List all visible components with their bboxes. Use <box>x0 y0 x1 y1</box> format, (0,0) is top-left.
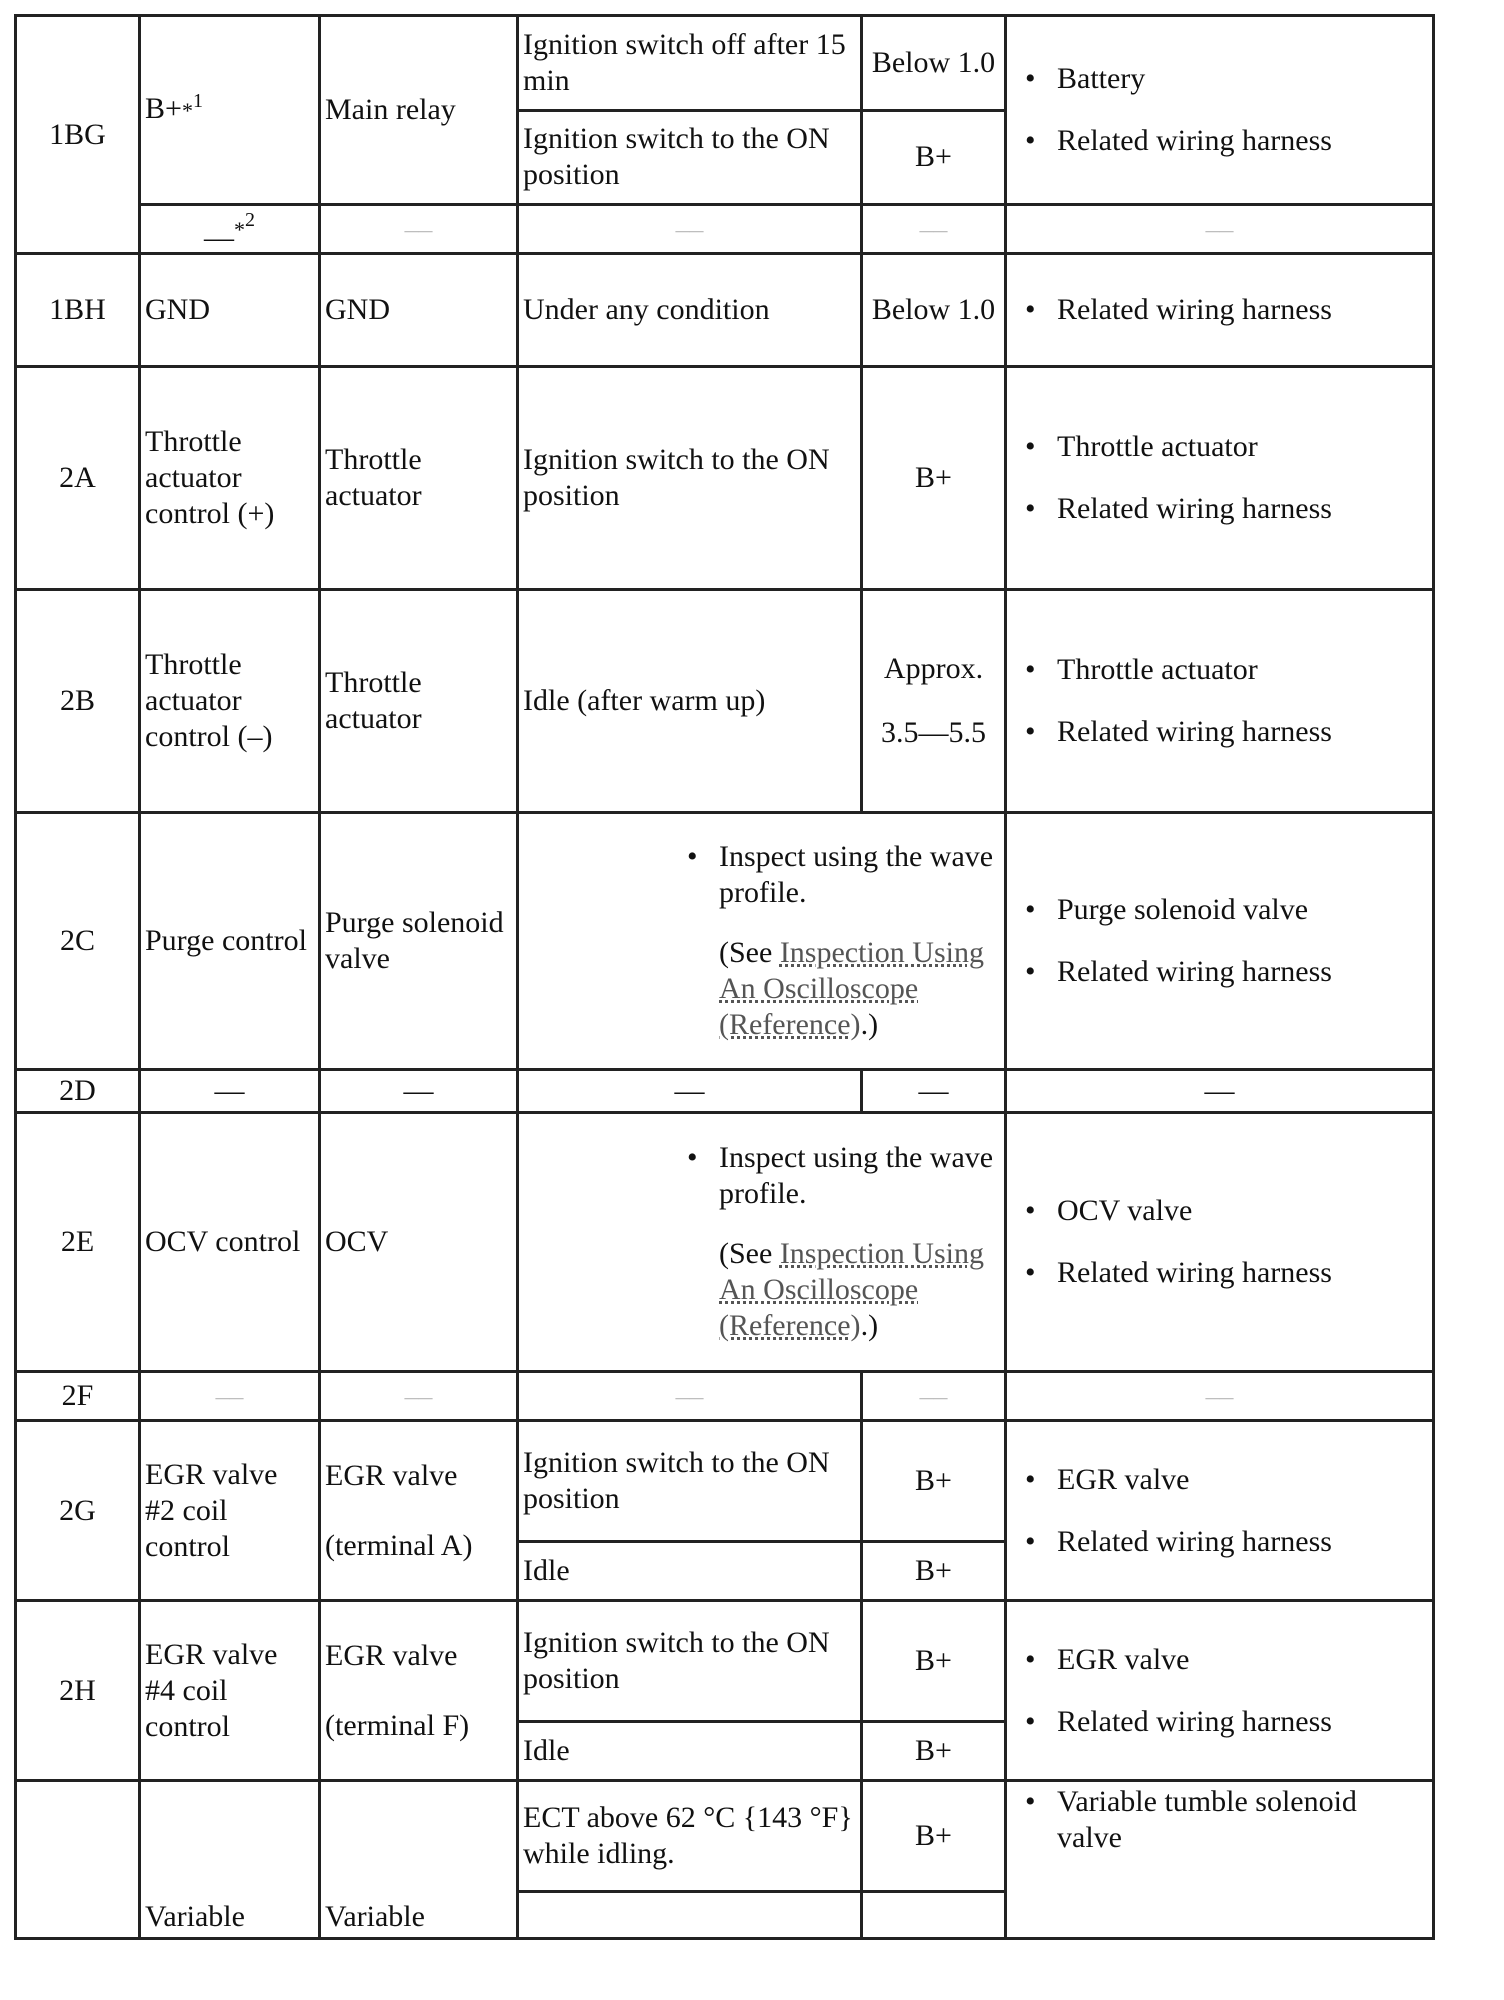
inspection-item: • Purge solenoid valve <box>1057 892 1428 928</box>
table-row-1bg-sub <box>16 205 1434 254</box>
inspection-item: • Related wiring harness <box>1057 491 1428 527</box>
empty-cell: —— <box>862 205 1006 254</box>
measurement-condition <box>518 1892 862 1939</box>
inspection-item: • Related wiring harness <box>1057 1524 1428 1560</box>
voltage-value: Approx. 3.5—5.5 <box>862 590 1006 813</box>
voltage-value: B+ <box>862 110 1006 205</box>
connected-to: EGR valve (terminal F) <box>320 1601 518 1781</box>
inspection-item: • Related wiring harness <box>1057 123 1428 159</box>
empty-cell: —— <box>1006 205 1434 254</box>
inspection-note: • Inspect using the wave profile. <box>719 1140 1000 1212</box>
see-reference: (See Inspection Using An Oscilloscope (Reference).) <box>719 936 984 1041</box>
signal-name: EGR valve #4 coil control <box>140 1601 320 1781</box>
empty-cell: —— <box>518 1372 862 1421</box>
signal-name: B+*$^1$ <box>140 16 320 205</box>
voltage-value: B+ <box>862 1601 1006 1722</box>
empty-cell: —— <box>320 205 518 254</box>
inspection-item: • Variable tumble solenoid valve <box>1057 1784 1428 1856</box>
inspection-item: • Battery <box>1057 61 1428 97</box>
connected-to: Main relay <box>320 16 518 205</box>
inspection-item: • OCV valve <box>1057 1193 1428 1229</box>
inspection-item: • Related wiring harness <box>1057 1704 1428 1740</box>
inspection-note: • Inspect using the wave profile. <box>719 839 1000 911</box>
signal-name: OCV control <box>140 1113 320 1372</box>
inspection-items <box>1006 1113 1434 1372</box>
measurement-condition: Ignition switch to the ON position <box>518 1421 862 1542</box>
table-row-2b <box>16 590 1434 813</box>
terminal-pin: 2H <box>16 1601 140 1781</box>
measurement-condition: ECT above 62 °C {143 °F} while idling. <box>518 1781 862 1892</box>
signal-name: Throttle actuator control (–) <box>140 590 320 813</box>
oscilloscope-inspection-link[interactable]: Inspection Using An Oscilloscope (Reference) <box>719 936 984 1041</box>
measurement-condition: Idle <box>518 1722 862 1781</box>
inspection-items <box>1006 1601 1434 1781</box>
inspection-item: • Related wiring harness <box>1057 1255 1428 1291</box>
empty-cell: — <box>1006 1070 1434 1113</box>
table-row-2c <box>16 813 1434 1070</box>
inspection-items <box>1006 254 1434 367</box>
inspection-items <box>1006 813 1434 1070</box>
voltage-value: B+ <box>862 1542 1006 1601</box>
table-row-2g <box>16 1421 1434 1542</box>
voltage-value: B+ <box>862 367 1006 590</box>
signal-name: GND <box>140 254 320 367</box>
empty-cell: —— <box>1006 1372 1434 1421</box>
measurement-condition: Ignition switch to the ON position <box>518 367 862 590</box>
connected-to: Throttle actuator <box>320 590 518 813</box>
terminal-voltage-table <box>14 14 1435 1940</box>
empty-cell: —— <box>862 1372 1006 1421</box>
connected-to: Purge solenoid valve <box>320 813 518 1070</box>
terminal-pin: 2B <box>16 590 140 813</box>
measurement-condition <box>518 813 1006 1070</box>
inspection-items <box>1006 1421 1434 1601</box>
empty-cell: —— <box>140 1372 320 1421</box>
inspection-items <box>1006 367 1434 590</box>
inspection-item: • EGR valve <box>1057 1642 1428 1678</box>
terminal-pin: 1BG <box>16 16 140 254</box>
empty-cell: — <box>862 1070 1006 1113</box>
empty-cell: —— <box>518 205 862 254</box>
terminal-pin: 2D <box>16 1070 140 1113</box>
table-row-2h <box>16 1601 1434 1722</box>
terminal-voltage-table-page <box>14 14 1432 1940</box>
inspection-item: • Related wiring harness <box>1057 714 1428 750</box>
empty-cell: —— <box>320 1372 518 1421</box>
terminal-pin: 2G <box>16 1421 140 1601</box>
terminal-pin: 1BH <box>16 254 140 367</box>
voltage-value: B+ <box>862 1722 1006 1781</box>
table-row-2d <box>16 1070 1434 1113</box>
inspection-item: • Related wiring harness <box>1057 954 1428 990</box>
measurement-condition: Under any condition <box>518 254 862 367</box>
measurement-condition: Ignition switch off after 15 min <box>518 16 862 111</box>
inspection-items <box>1006 1781 1434 1939</box>
voltage-value: B+ <box>862 1421 1006 1542</box>
connected-to: OCV <box>320 1113 518 1372</box>
table-row-1bh <box>16 254 1434 367</box>
signal-name: EGR valve #2 coil control <box>140 1421 320 1601</box>
table-row-1bg <box>16 16 1434 111</box>
table-row-2i <box>16 1781 1434 1892</box>
connected-to: Throttle actuator <box>320 367 518 590</box>
voltage-value: B+ <box>862 1781 1006 1892</box>
connected-to: EGR valve (terminal A) <box>320 1421 518 1601</box>
terminal-pin: 2A <box>16 367 140 590</box>
terminal-pin <box>16 1781 140 1939</box>
terminal-pin: 2F <box>16 1372 140 1421</box>
measurement-condition: Idle (after warm up) <box>518 590 862 813</box>
signal-name: Purge control <box>140 813 320 1070</box>
signal-name: Throttle actuator control (+) <box>140 367 320 590</box>
inspection-item: • Throttle actuator <box>1057 429 1428 465</box>
table-row-2f <box>16 1372 1434 1421</box>
terminal-pin: 2C <box>16 813 140 1070</box>
inspection-item: • Related wiring harness <box>1057 292 1428 328</box>
voltage-value: Below 1.0 <box>862 16 1006 111</box>
empty-cell: — <box>320 1070 518 1113</box>
inspection-item: • EGR valve <box>1057 1462 1428 1498</box>
connected-to: GND <box>320 254 518 367</box>
voltage-value <box>862 1892 1006 1939</box>
measurement-condition: Ignition switch to the ON position <box>518 110 862 205</box>
inspection-items <box>1006 590 1434 813</box>
empty-cell: — <box>140 1070 320 1113</box>
terminal-pin: 2E <box>16 1113 140 1372</box>
signal-name: __*$^2$ <box>140 205 320 254</box>
table-row-2a <box>16 367 1434 590</box>
voltage-value: Below 1.0 <box>862 254 1006 367</box>
measurement-condition <box>518 1113 1006 1372</box>
oscilloscope-inspection-link[interactable]: Inspection Using An Oscilloscope (Reference) <box>719 1237 984 1342</box>
empty-cell: — <box>518 1070 862 1113</box>
inspection-items <box>1006 16 1434 205</box>
inspection-item: • Throttle actuator <box>1057 652 1428 688</box>
measurement-condition: Idle <box>518 1542 862 1601</box>
signal-name: Variable <box>140 1781 320 1939</box>
measurement-condition: Ignition switch to the ON position <box>518 1601 862 1722</box>
table-row-2e <box>16 1113 1434 1372</box>
connected-to: Variable <box>320 1781 518 1939</box>
see-reference: (See Inspection Using An Oscilloscope (Reference).) <box>719 1237 984 1342</box>
